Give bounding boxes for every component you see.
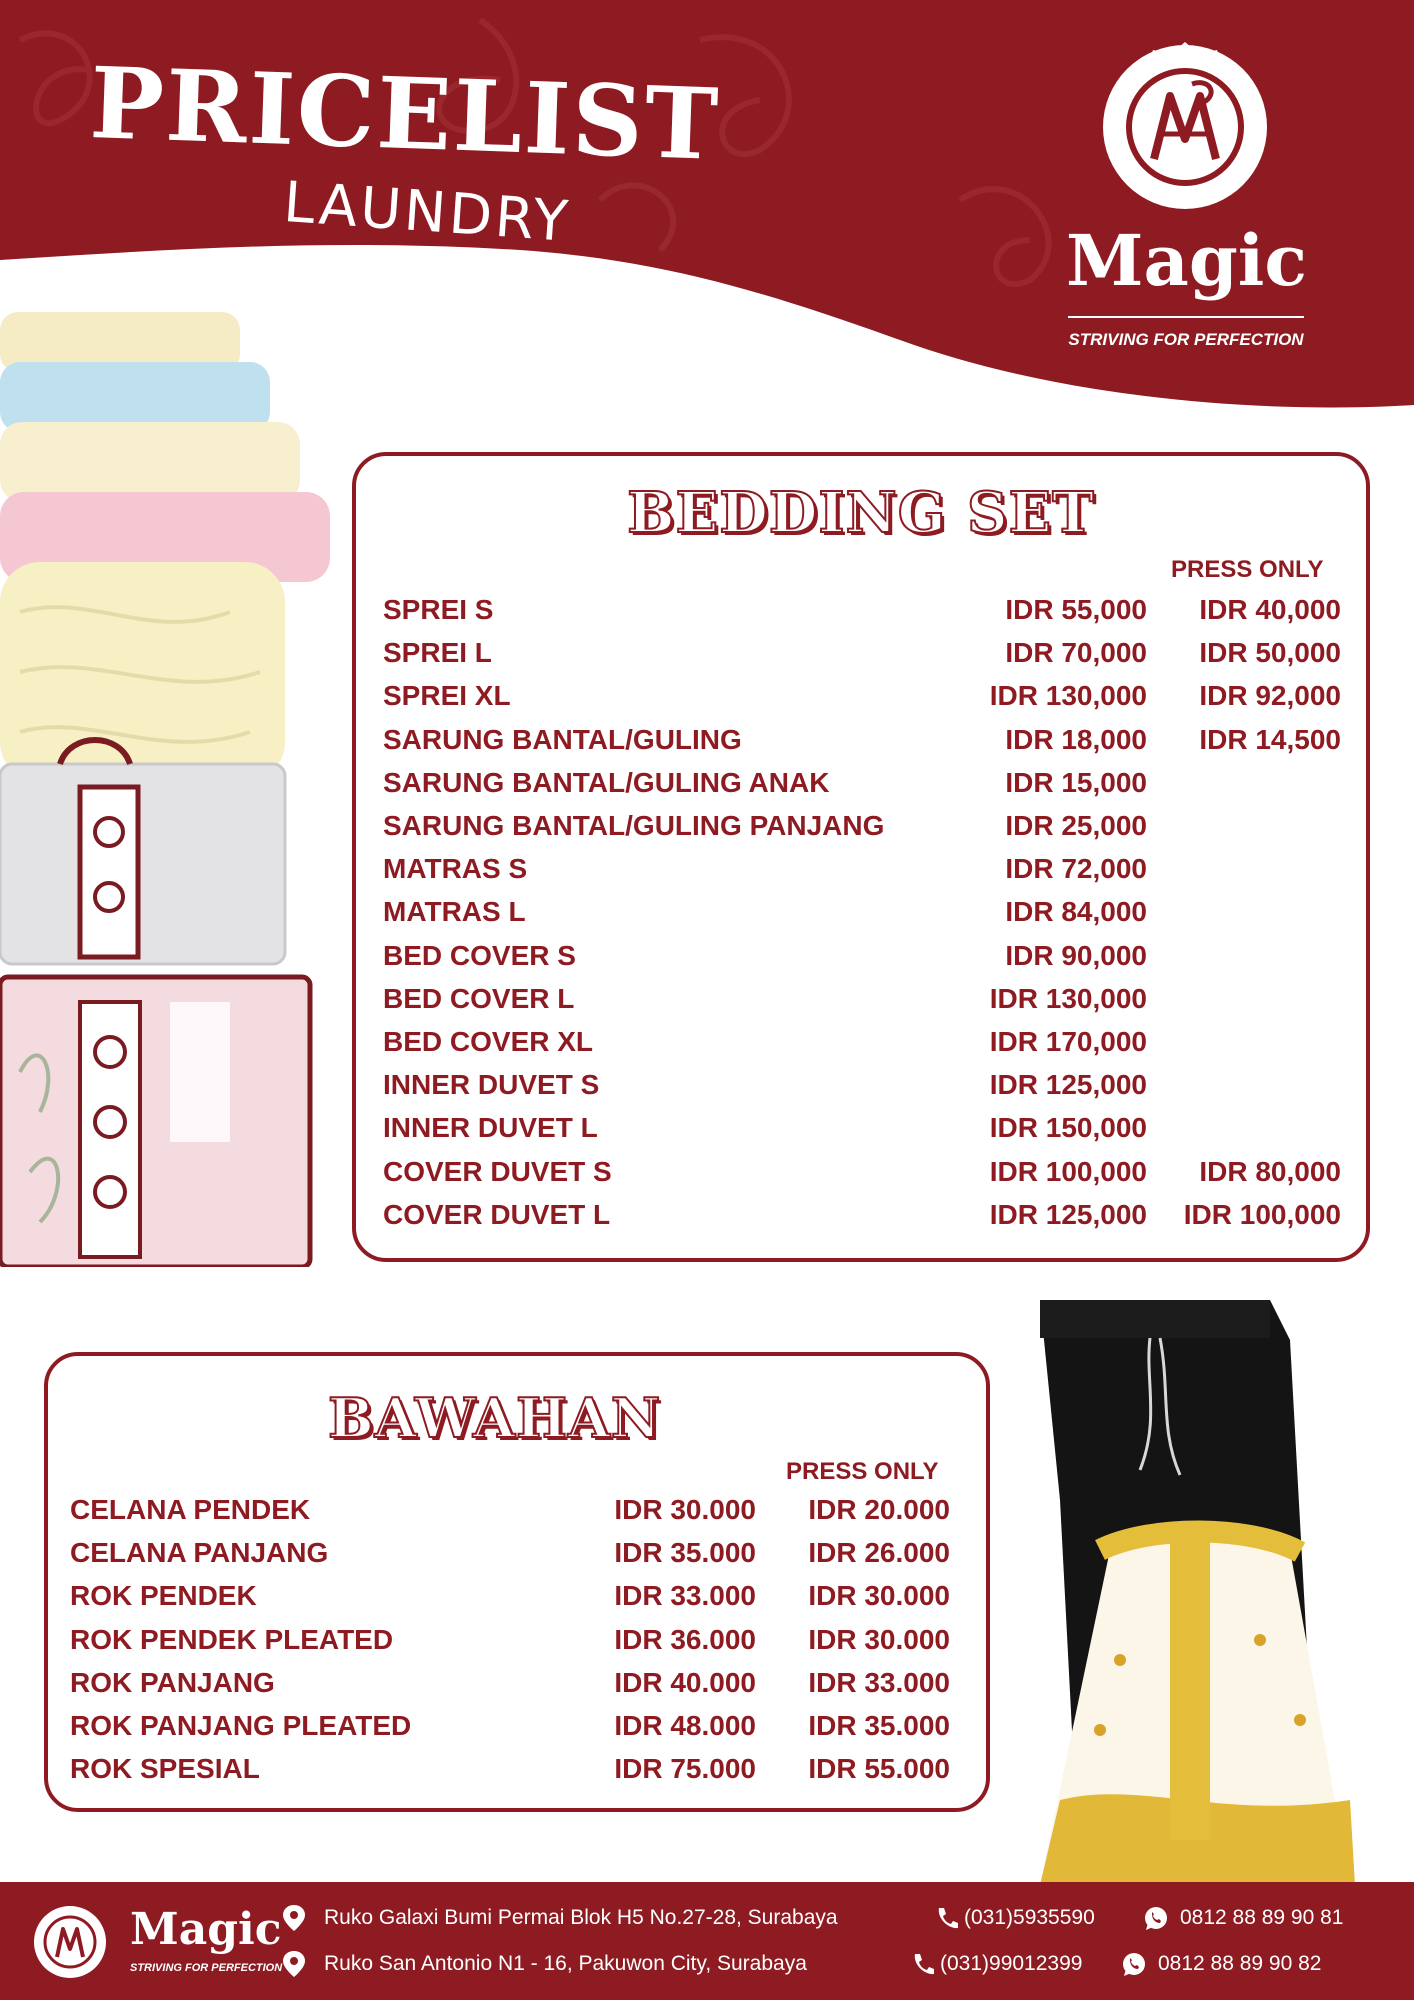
price-row — [383, 940, 1341, 980]
item-name: COVER DUVET S — [383, 1155, 612, 1187]
item-name: CELANA PENDEK — [70, 1494, 311, 1525]
item-name: SARUNG BANTAL/GULING — [383, 723, 742, 755]
item-price: IDR 30.000 — [614, 1494, 756, 1525]
item-name: INNER DUVET S — [383, 1069, 600, 1101]
item-name: INNER DUVET L — [383, 1112, 598, 1144]
phone-icon — [910, 1950, 934, 1978]
item-price: IDR 36.000 — [614, 1623, 756, 1655]
bedding-price-panel — [352, 452, 1370, 1262]
item-price: IDR 90,000 — [1005, 939, 1147, 971]
item-price: IDR 130,000 — [989, 982, 1147, 1014]
item-press-only-price: IDR 40,000 — [1199, 594, 1341, 625]
footer-bar — [0, 1882, 1414, 2000]
item-name: ROK PANJANG PLEATED — [70, 1710, 412, 1741]
price-row — [383, 767, 1341, 807]
item-name: SARUNG BANTAL/GULING PANJANG — [383, 810, 885, 841]
item-press-only-price: IDR 55.000 — [808, 1753, 950, 1785]
item-price: IDR 72,000 — [1005, 853, 1147, 885]
brand-divider — [1068, 316, 1304, 318]
item-price: IDR 125,000 — [989, 1069, 1147, 1101]
footer-address-2: Ruko San Antonio N1 - 16, Pakuwon City, Surabaya — [324, 1952, 807, 1975]
price-row — [383, 1199, 1341, 1239]
item-press-only-price: IDR 80,000 — [1199, 1155, 1341, 1187]
item-name: CELANA PANJANG — [70, 1537, 329, 1569]
map-pin-icon — [282, 1904, 306, 1932]
item-price: IDR 100,000 — [989, 1155, 1147, 1187]
item-press-only-price: IDR 35.000 — [808, 1710, 950, 1741]
price-row — [383, 594, 1341, 634]
item-price: IDR 55,000 — [1005, 594, 1147, 625]
item-name: BED COVER S — [383, 939, 576, 971]
clothing-photo — [1020, 1300, 1398, 1885]
bedding-section-title: BEDDING SET — [627, 480, 1095, 546]
footer-location-1 — [282, 1904, 1392, 1934]
price-row — [383, 1156, 1341, 1196]
brand-name: Magic — [1066, 219, 1308, 302]
item-name: SPREI L — [383, 637, 492, 669]
item-name: ROK PENDEK PLEATED — [70, 1623, 394, 1655]
item-press-only-price: IDR 50,000 — [1199, 637, 1341, 669]
footer-brand-tagline: STRIVING FOR PERFECTION — [130, 1962, 283, 1974]
item-press-only-price: IDR 30.000 — [808, 1623, 950, 1655]
item-price: IDR 75.000 — [614, 1753, 756, 1785]
price-row — [383, 1026, 1341, 1066]
item-price: IDR 70,000 — [1005, 637, 1147, 669]
footer-phone-2[interactable]: (031)99012399 — [940, 1952, 1083, 1975]
item-name: ROK SPESIAL — [70, 1753, 260, 1785]
price-row — [383, 637, 1341, 677]
brand-seal-logo — [1092, 34, 1278, 220]
item-price: IDR 150,000 — [989, 1112, 1147, 1144]
price-row — [70, 1580, 950, 1620]
price-row — [70, 1624, 950, 1664]
page-title: PRICELIST — [87, 46, 722, 183]
bawahan-price-panel — [44, 1352, 990, 1812]
item-press-only-price: IDR 20.000 — [808, 1494, 950, 1525]
item-press-only-price: IDR 33.000 — [808, 1666, 950, 1698]
item-press-only-price: IDR 100,000 — [1183, 1198, 1341, 1230]
price-row — [383, 983, 1341, 1023]
price-row — [383, 896, 1341, 936]
footer-brand-name: Magic — [130, 1904, 282, 1955]
footer-location-2 — [282, 1950, 1392, 1980]
item-price: IDR 25,000 — [1005, 810, 1147, 841]
item-name: SPREI XL — [383, 680, 511, 712]
item-price: IDR 125,000 — [989, 1198, 1147, 1230]
footer-whatsapp-1[interactable]: 0812 88 89 90 81 — [1180, 1906, 1344, 1929]
map-pin-icon — [282, 1950, 306, 1978]
price-row — [383, 810, 1341, 850]
item-press-only-price: IDR 92,000 — [1199, 680, 1341, 712]
item-price: IDR 130,000 — [989, 680, 1147, 712]
item-price: IDR 33.000 — [614, 1580, 756, 1612]
price-row — [383, 853, 1341, 893]
price-row — [383, 1112, 1341, 1152]
brand-tagline: STRIVING FOR PERFECTION — [1068, 330, 1304, 349]
price-row — [70, 1667, 950, 1707]
bawahan-press-only-header: PRESS ONLY — [786, 1458, 939, 1485]
item-price: IDR 18,000 — [1005, 723, 1147, 755]
price-row — [70, 1710, 950, 1750]
price-row — [70, 1494, 950, 1534]
item-name: SARUNG BANTAL/GULING ANAK — [383, 766, 830, 798]
item-price: IDR 40.000 — [614, 1666, 756, 1698]
item-name: ROK PANJANG — [70, 1666, 275, 1698]
item-press-only-price: IDR 30.000 — [808, 1580, 950, 1612]
item-price: IDR 84,000 — [1005, 896, 1147, 928]
bawahan-section-title: BAWAHAN — [328, 1386, 662, 1450]
item-name: ROK PENDEK — [70, 1580, 257, 1612]
bedding-press-only-header: PRESS ONLY — [1171, 556, 1324, 583]
page-subtitle: LAUNDRY — [281, 170, 573, 255]
item-press-only-price: IDR 14,500 — [1199, 723, 1341, 755]
item-name: MATRAS S — [383, 853, 528, 885]
item-name: BED COVER XL — [383, 1026, 594, 1057]
item-name: COVER DUVET L — [383, 1198, 611, 1230]
price-row — [383, 1069, 1341, 1109]
price-row — [383, 680, 1341, 720]
footer-address-1: Ruko Galaxi Bumi Permai Blok H5 No.27-28, Surabaya — [324, 1906, 838, 1929]
price-row — [70, 1537, 950, 1577]
item-name: MATRAS L — [383, 896, 526, 928]
item-price: IDR 170,000 — [989, 1026, 1147, 1057]
item-name: SPREI S — [383, 594, 494, 625]
bedding-photo — [0, 312, 340, 1267]
price-row — [70, 1753, 950, 1793]
whatsapp-icon — [1144, 1904, 1168, 1932]
item-price: IDR 15,000 — [1005, 766, 1147, 798]
item-price: IDR 35.000 — [614, 1537, 756, 1569]
whatsapp-icon — [1122, 1950, 1146, 1978]
footer-whatsapp-2[interactable]: 0812 88 89 90 82 — [1158, 1952, 1322, 1975]
footer-brand-seal-logo — [30, 1902, 110, 1982]
item-name: BED COVER L — [383, 982, 575, 1014]
item-press-only-price: IDR 26.000 — [808, 1537, 950, 1569]
phone-icon — [934, 1904, 958, 1932]
footer-phone-1[interactable]: (031)5935590 — [964, 1906, 1095, 1929]
item-price: IDR 48.000 — [614, 1710, 756, 1741]
price-row — [383, 724, 1341, 764]
